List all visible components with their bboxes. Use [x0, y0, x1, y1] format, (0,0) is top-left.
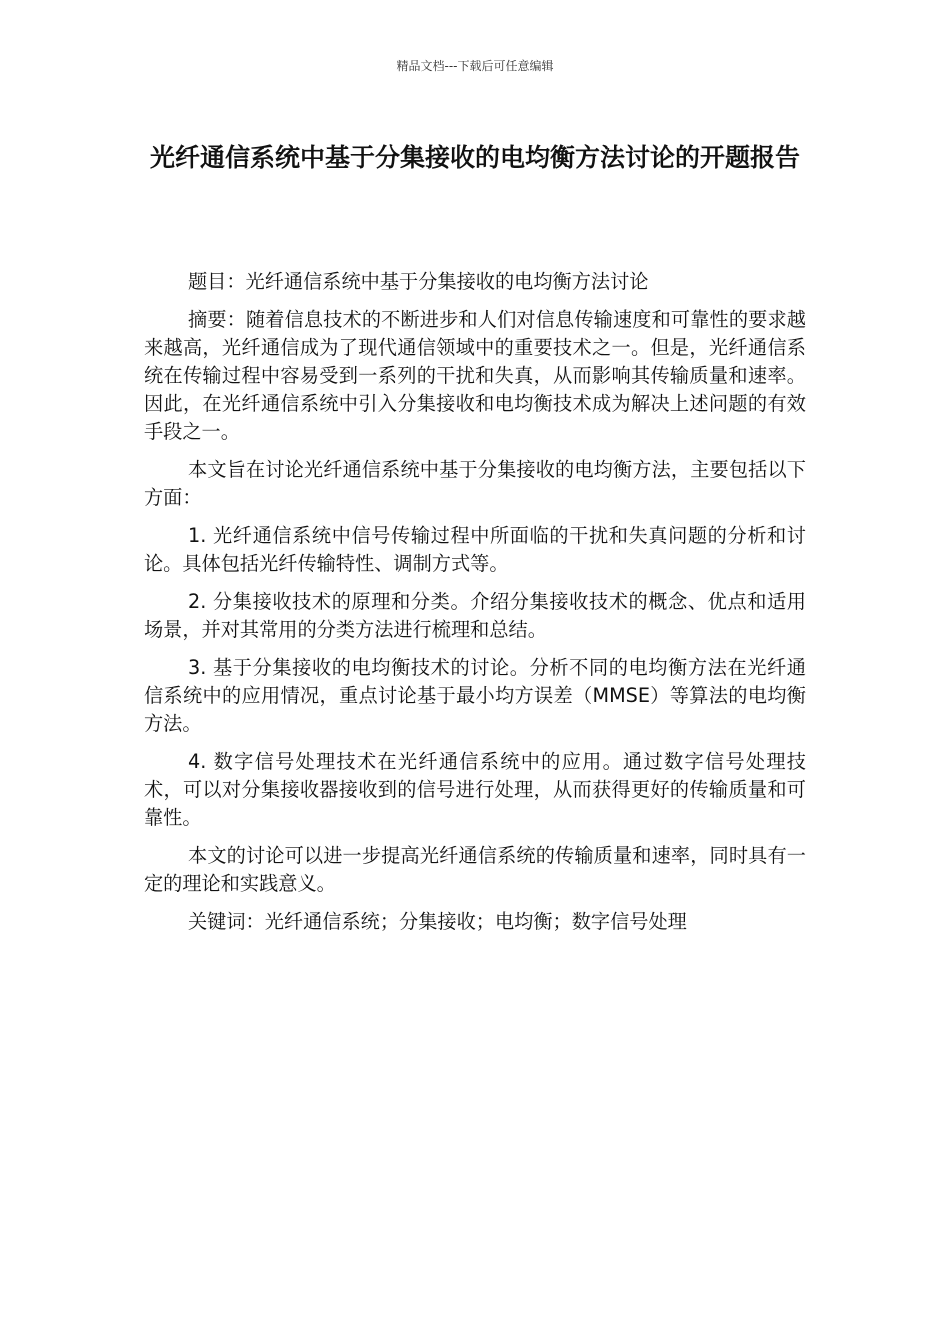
- keywords-paragraph: 关键词：光纤通信系统；分集接收；电均衡；数字信号处理: [188, 910, 687, 933]
- list-item-1: 1. 光纤通信系统中信号传输过程中所面临的干扰和失真问题的分析和讨论。具体包括光纤传输特性、调制方式等。: [144, 524, 806, 575]
- document-body: [144, 268, 806, 946]
- list-item-2: 2. 分集接收技术的原理和分类。介绍分集接收技术的概念、优点和适用场景，并对其常用的分类方法进行梳理和总结。: [144, 590, 806, 641]
- list-item-4: 4. 数字信号处理技术在光纤通信系统中的应用。通过数字信号处理技术，可以对分集接收器接收到的信号进行处理，从而获得更好的传输质量和可靠性。: [144, 750, 806, 829]
- conclusion-paragraph: 本文的讨论可以进一步提高光纤通信系统的传输质量和速率，同时具有一定的理论和实践意义。: [144, 844, 806, 895]
- document-title: 光纤通信系统中基于分集接收的电均衡方法讨论的开题报告: [149, 143, 800, 172]
- list-item-3: 3. 基于分集接收的电均衡技术的讨论。分析不同的电均衡方法在光纤通信系统中的应用情况，重点讨论基于最小均方误差（MMSE）等算法的电均衡方法。: [144, 656, 806, 735]
- header-note: 精品文档---下载后可任意编辑: [396, 59, 554, 73]
- intro-paragraph: 本文旨在讨论光纤通信系统中基于分集接收的电均衡方法，主要包括以下方面：: [144, 458, 806, 509]
- abstract-paragraph: 摘要：随着信息技术的不断进步和人们对信息传输速度和可靠性的要求越来越高，光纤通信成为了现代通信领域中的重要技术之一。但是，光纤通信系统在传输过程中容易受到一系列的干扰和失真，从而影响其传输质量和速率。因此，在光纤通信系统中引入分集接收和电均衡技术成为解决上述问题的有效手段之一。: [144, 308, 806, 443]
- topic-paragraph: 题目：光纤通信系统中基于分集接收的电均衡方法讨论: [188, 270, 649, 293]
